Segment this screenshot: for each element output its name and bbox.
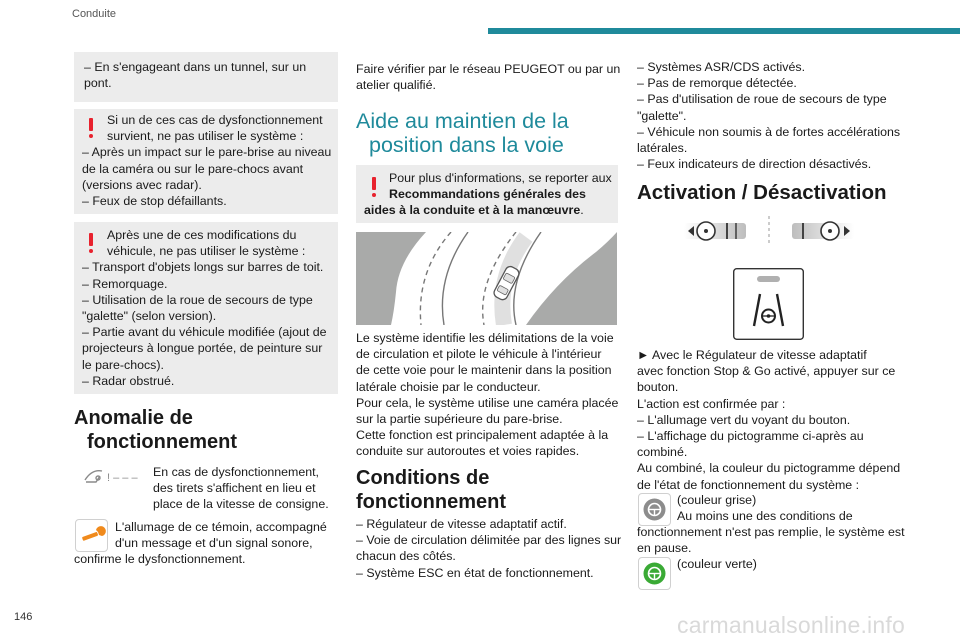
lane-assist-green-icon	[638, 557, 671, 590]
list-item: – Voie de circulation délimitée par des lignes sur	[356, 533, 622, 548]
note-link-text: aides à la conduite et à la manœuvre	[364, 203, 581, 218]
conditions-list-cont	[637, 59, 900, 172]
warning-line: projecteurs à longue portée, de peinture sur	[82, 341, 323, 356]
heading-line: fonctionnement	[356, 491, 506, 513]
list-item: – Pas de remorque détectée.	[637, 76, 797, 91]
warning-line: – Partie avant du véhicule modifiée (ajout de	[82, 325, 327, 340]
text-line: combiné.	[637, 445, 688, 460]
warning-line: véhicule, ne pas utiliser le système :	[107, 244, 306, 259]
text-line: place de la vitesse de consigne.	[153, 497, 329, 512]
text-line: En cas de dysfonctionnement,	[153, 465, 319, 479]
list-item: – Régulateur de vitesse adaptatif actif.	[356, 517, 567, 531]
text-line: des tirets s'affichent en lieu et	[153, 481, 316, 496]
note-line	[364, 202, 612, 218]
grey-state-text	[677, 492, 853, 524]
info-note-box	[356, 165, 618, 223]
text-line: de cette voie pour le maintenir dans la position	[356, 363, 612, 378]
warning-line: le pare-chocs).	[82, 357, 164, 372]
text-line: conduite sur autoroutes et voies rapides.	[356, 444, 580, 459]
note-box-tunnel	[74, 52, 338, 102]
anomaly-wrench-text	[74, 519, 327, 568]
heading-lane-keeping	[356, 109, 569, 157]
green-state-text: (couleur verte)	[677, 557, 757, 571]
heading-line: Conditions de	[356, 467, 490, 489]
warning-line: survient, ne pas utiliser le système :	[107, 129, 304, 144]
heading-line: Anomalie de	[74, 407, 193, 429]
text-line: avec fonction Stop & Go activé, appuyer sur ce	[637, 364, 896, 379]
text-line: L'allumage de ce témoin, accompagné	[115, 520, 327, 534]
warning-line: (versions avec radar).	[82, 177, 202, 192]
heading-line: Aide au maintien de la	[356, 109, 569, 133]
text-line: – L'allumage vert du voyant du bouton.	[637, 412, 851, 427]
note-line: pont.	[84, 76, 112, 91]
warning-line: – Après un impact sur le pare-brise au niveau	[82, 145, 332, 160]
heading-anomaly	[74, 406, 237, 454]
warning-line: Après une de ces modifications du	[107, 228, 297, 242]
text-line: ► Avec le Régulateur de vitesse adaptatif	[637, 348, 867, 362]
steering-wheel-lane-icon	[684, 214, 854, 248]
list-item: – Système ESC en état de fonctionnement.	[356, 565, 594, 580]
anomaly-dashes-text	[153, 464, 329, 513]
list-item: – Systèmes ASR/CDS activés.	[637, 60, 806, 74]
text-line: d'un message et d'un signal sonore,	[115, 536, 313, 551]
heading-conditions	[356, 466, 506, 514]
text-line: (couleur grise)	[677, 493, 757, 507]
note-line-end: .	[580, 203, 584, 218]
conditions-list	[356, 516, 621, 581]
list-item: "galette".	[637, 108, 687, 123]
text-line: L'action est confirmée par :	[637, 396, 786, 411]
lane-road-illustration	[356, 232, 617, 325]
warning-line: – Feux de stop défaillants.	[82, 194, 227, 209]
text-line: sur la partie supérieure du pare-brise.	[356, 412, 563, 427]
warning-line: de la caméra ou sur le pare-chocs avant	[82, 161, 304, 176]
svg-text:! ‒ ‒ ‒: ! ‒ ‒ ‒	[107, 472, 138, 484]
warning-line: Si un de ces cas de dysfonctionnement	[107, 113, 323, 127]
text-line: fonctionnement n'est pas remplie, le système est	[637, 525, 905, 539]
text-line: Le système identifie les délimitations de la voie	[356, 331, 614, 345]
text-line: Faire vérifier par le réseau PEUGEOT ou par un	[356, 62, 621, 76]
heading-line: fonctionnement	[87, 431, 237, 453]
list-item: – Véhicule non soumis à de fortes accélérations	[637, 124, 901, 139]
speed-dashes-icon	[82, 466, 142, 488]
text-line: Au moins une des conditions de	[677, 509, 853, 524]
list-item: latérales.	[637, 141, 688, 156]
text-line: latérale choisie par le conducteur.	[356, 379, 541, 394]
warning-box-modifications	[74, 222, 338, 394]
lane-assist-grey-icon	[638, 493, 671, 526]
activation-body	[637, 347, 900, 493]
heading-line: position dans la voie	[369, 133, 564, 157]
list-item: chacun des côtés.	[356, 549, 456, 564]
note-line: Recommandations générales des	[389, 187, 586, 202]
page-number: 146	[14, 611, 33, 623]
section-title: Conduite	[72, 8, 117, 20]
list-item: – Feux indicateurs de direction désactivés.	[637, 157, 872, 172]
text-line: confirme le dysfonctionnement.	[74, 552, 246, 567]
grey-state-text-cont	[637, 524, 905, 556]
note-line: – En s'engageant dans un tunnel, sur un	[84, 60, 307, 74]
lane-keep-button-icon	[733, 268, 804, 340]
text-line: – L'affichage du pictogramme ci-après au	[637, 429, 864, 444]
heading-activation: Activation / Désactivation	[637, 181, 887, 204]
warning-line: "galette" (selon version).	[82, 309, 217, 324]
warning-line: – Transport d'objets longs sur barres de toit.	[82, 260, 324, 275]
text-line: de l'état de fonctionnement du système :	[637, 477, 860, 492]
text-line: bouton.	[637, 380, 679, 395]
lane-keeping-body	[356, 330, 618, 460]
text-line: atelier qualifié.	[356, 78, 436, 93]
intro-text	[356, 61, 620, 93]
text-line: de circulation et pilote le véhicule à l'intérieur	[356, 347, 602, 362]
note-line: Pour plus d'informations, se reporter aux	[389, 171, 612, 185]
warning-line: – Remorquage.	[82, 276, 168, 291]
warning-line: – Radar obstrué.	[82, 373, 175, 388]
text-line: Pour cela, le système utilise une caméra placée	[356, 395, 619, 410]
header-accent-bar	[488, 28, 960, 34]
warning-line: – Utilisation de la roue de secours de type	[82, 292, 313, 307]
watermark: carmanualsonline.info	[677, 612, 905, 638]
text-line: Au combiné, la couleur du pictogramme dépend	[637, 461, 901, 476]
list-item: – Pas d'utilisation de roue de secours de type	[637, 92, 887, 107]
text-line: en pause.	[637, 541, 692, 556]
text-line: Cette fonction est principalement adaptée à la	[356, 428, 609, 443]
warning-box-malfunction	[74, 109, 338, 214]
